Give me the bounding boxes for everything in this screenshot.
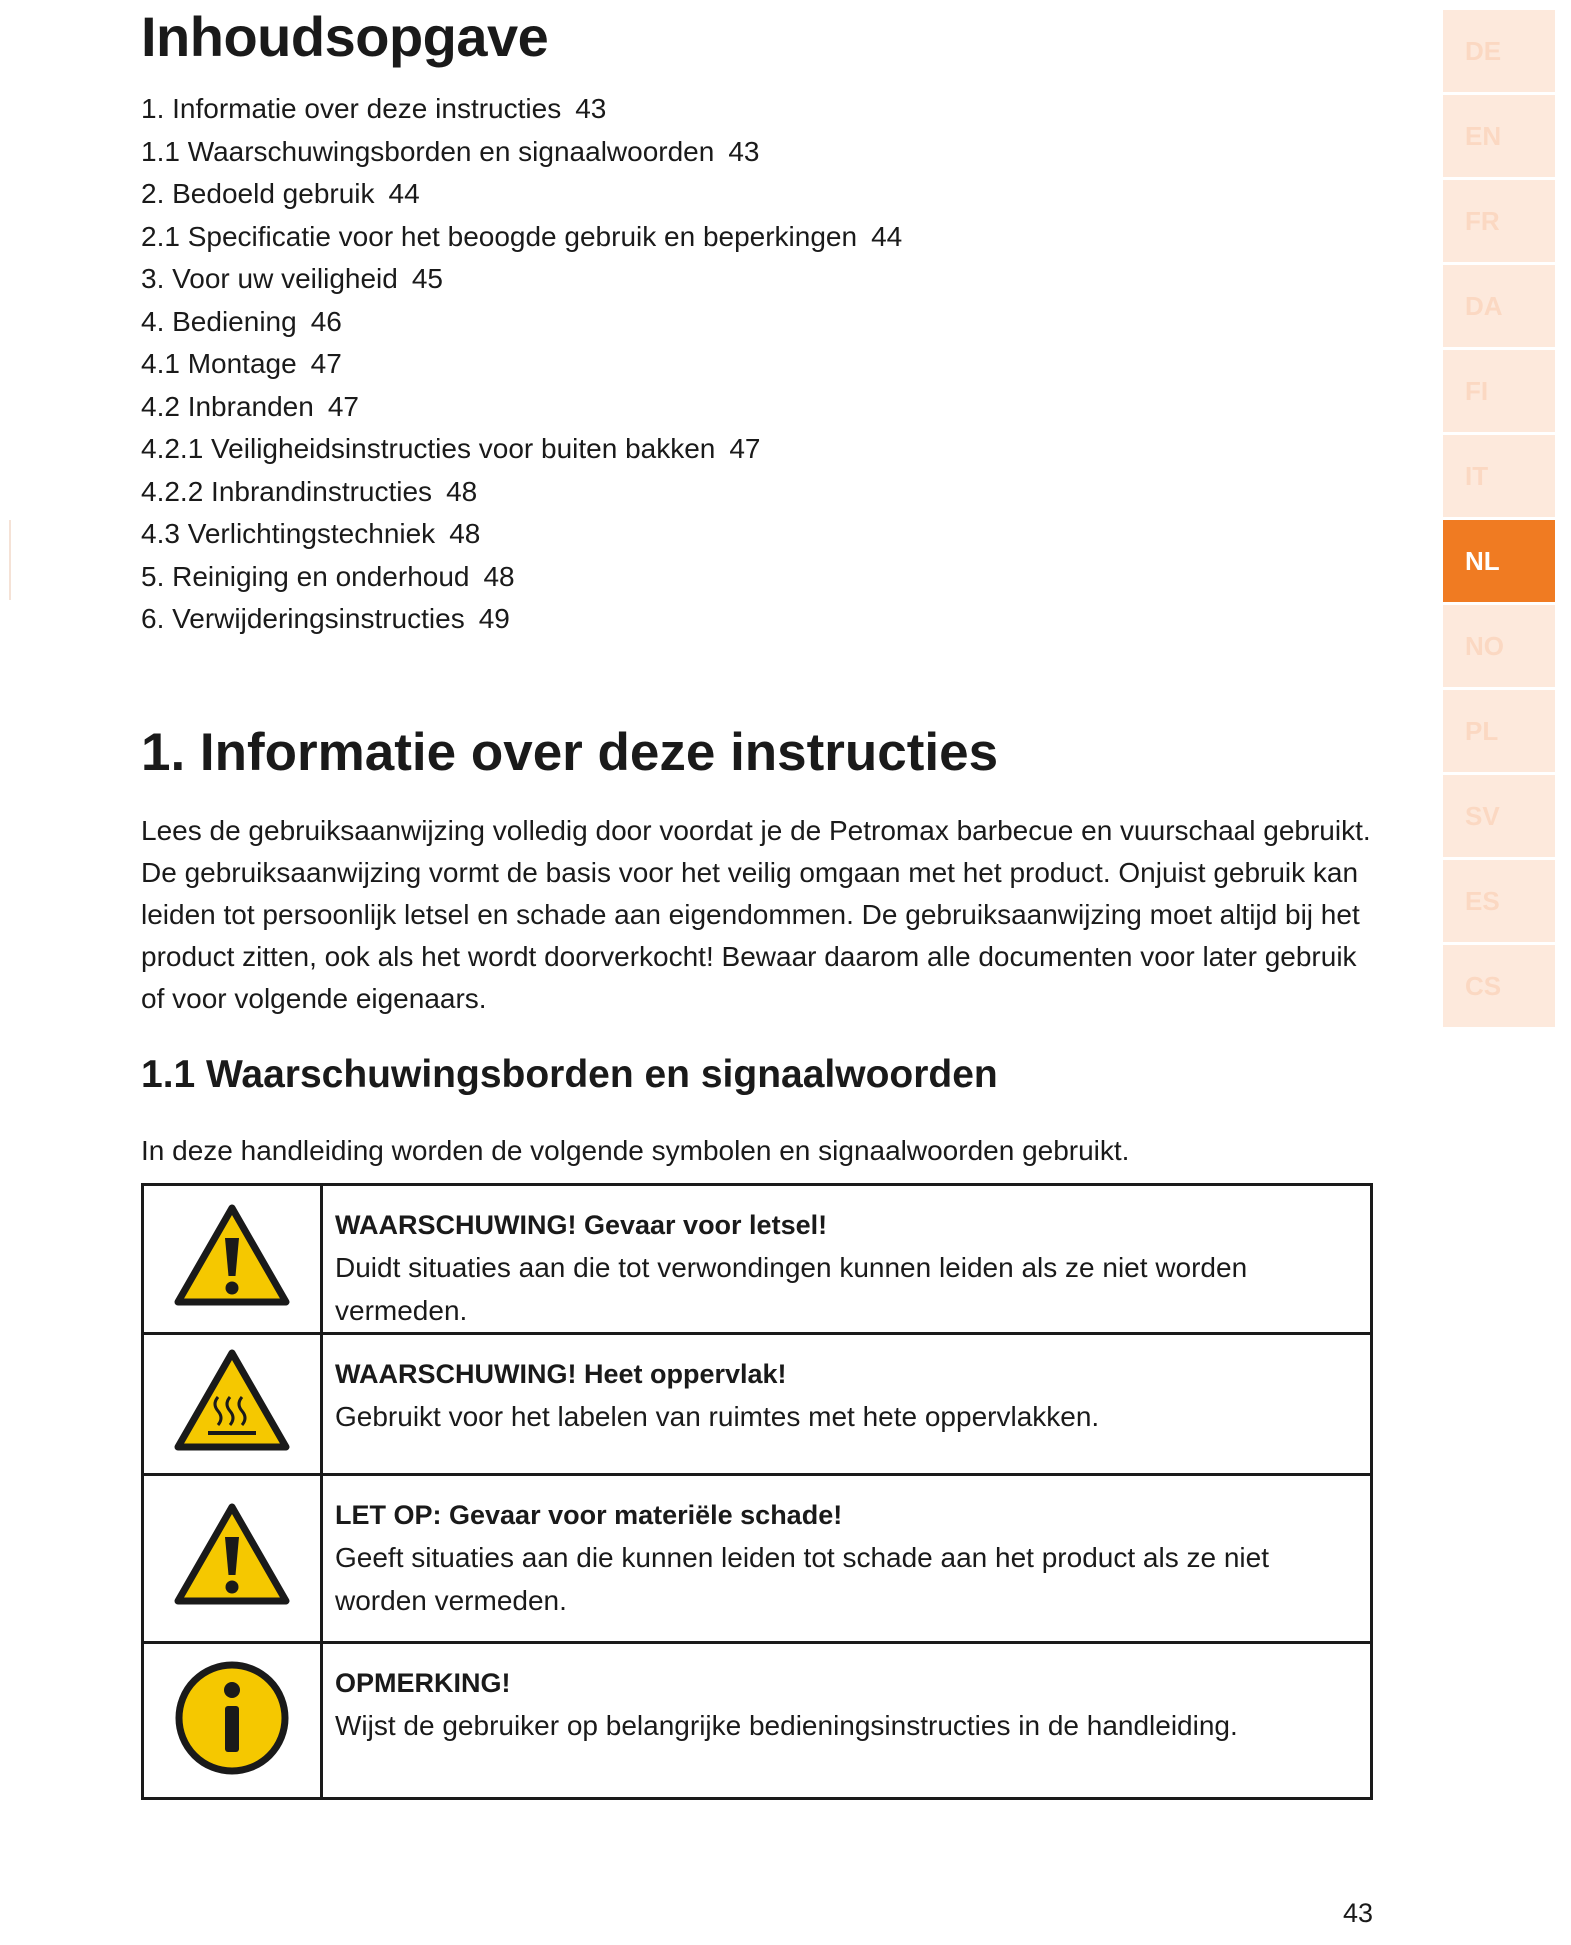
- signal-words-table: [141, 1183, 1373, 1800]
- table-of-contents: [141, 88, 902, 641]
- toc-entry-label: 4.1 Montage: [141, 348, 297, 379]
- toc-entry[interactable]: [141, 386, 902, 429]
- info-circle-icon: [172, 1658, 292, 1778]
- toc-entry[interactable]: [141, 301, 902, 344]
- page-edge-mark: [9, 520, 11, 600]
- language-tab-fr[interactable]: FR: [1443, 180, 1555, 262]
- language-tab-sv[interactable]: SV: [1443, 775, 1555, 857]
- text-cell: [322, 1643, 1372, 1799]
- table-row: [143, 1643, 1372, 1799]
- toc-entry-label: 3. Voor uw veiligheid: [141, 263, 398, 294]
- toc-entry-page: 47: [729, 433, 761, 464]
- sign-title: WAARSCHUWING! Gevaar voor letsel!: [335, 1210, 828, 1240]
- toc-entry-page: 47: [310, 348, 342, 379]
- sign-description: Wijst de gebruiker op belangrijke bedieningsinstructies in de handleiding.: [335, 1710, 1238, 1741]
- toc-entry-page: 46: [310, 305, 342, 337]
- toc-entry[interactable]: [141, 216, 902, 259]
- page-number: 43: [1343, 1898, 1374, 1928]
- text-cell: [322, 1185, 1372, 1334]
- toc-entry-label: 4.2.1 Veiligheidsinstructies voor buiten bakken: [141, 433, 716, 464]
- language-tab-es[interactable]: ES: [1443, 860, 1555, 942]
- toc-entry-page: 48: [449, 518, 481, 549]
- toc-entry-label: 4.2 Inbranden: [141, 390, 314, 422]
- sign-description: Duidt situaties aan die tot verwondingen kunnen leiden als ze niet worden vermeden.: [335, 1252, 1248, 1326]
- toc-entry-label: 4. Bediening: [141, 305, 297, 337]
- toc-entry-label: 4.3 Verlichtingstechniek: [141, 518, 436, 549]
- language-tab-fi[interactable]: FI: [1443, 350, 1555, 432]
- toc-entry-label: 2.1 Specificatie voor het beoogde gebruik en beperkingen: [141, 220, 858, 252]
- toc-entry-label: 1.1 Waarschuwingsborden en signaalwoorden: [141, 135, 715, 167]
- icon-cell: [143, 1185, 322, 1334]
- section-1-body: Lees de gebruiksaanwijzing volledig door voordat je de Petromax barbecue en vuurschaal gebruikt. De gebruiksaanwijzing vormt de basis voor het veilig omgaan met het product. Onjuist gebruik kan leiden tot persoonlijk letsel en schade aan eigendommen. De gebruiksaanwijzing moet altijd bij het product zitten, ook als het wordt doorverkocht! Bewaar daarom alle documenten voor later gebruik of voor volgende eigenaars.: [141, 815, 1371, 1014]
- icon-cell: [143, 1334, 322, 1475]
- section-1-heading: 1. Informatie over deze instructies: [141, 723, 999, 782]
- toc-entry[interactable]: [141, 131, 902, 174]
- toc-entry-page: 44: [388, 178, 420, 209]
- toc-entry-page: 47: [327, 390, 359, 422]
- toc-entry-label: 6. Verwijderingsinstructies: [141, 603, 465, 634]
- toc-entry-page: 48: [446, 475, 478, 507]
- language-tab-nl-active[interactable]: NL: [1443, 520, 1555, 602]
- table-row: [143, 1334, 1372, 1475]
- toc-entry[interactable]: [141, 173, 902, 216]
- toc-entry-page: 44: [871, 220, 903, 252]
- toc-entry[interactable]: [141, 598, 902, 641]
- language-tab-cs[interactable]: CS: [1443, 945, 1555, 1027]
- language-tab-en[interactable]: EN: [1443, 95, 1555, 177]
- toc-entry[interactable]: [141, 343, 902, 386]
- section-1-1-heading: 1.1 Waarschuwingsborden en signaalwoorden: [141, 1053, 998, 1096]
- toc-entry-label: 2. Bedoeld gebruik: [141, 178, 375, 209]
- sign-title: WAARSCHUWING! Heet oppervlak!: [335, 1359, 787, 1389]
- sign-description: Geeft situaties aan die kunnen leiden tot schade aan het product als ze niet worden vermeden.: [335, 1542, 1269, 1616]
- table-row: [143, 1185, 1372, 1334]
- toc-entry[interactable]: [141, 471, 902, 514]
- icon-cell: [143, 1475, 322, 1643]
- sign-description: Gebruikt voor het labelen van ruimtes met hete oppervlakken.: [335, 1401, 1100, 1432]
- text-cell: [322, 1475, 1372, 1643]
- toc-entry[interactable]: [141, 513, 902, 556]
- sign-title: LET OP: Gevaar voor materiële schade!: [335, 1500, 843, 1530]
- icon-cell: [143, 1643, 322, 1799]
- toc-entry-page: 43: [575, 93, 607, 124]
- toc-entry[interactable]: [141, 258, 902, 301]
- toc-entry[interactable]: [141, 428, 902, 471]
- language-tab-da[interactable]: DA: [1443, 265, 1555, 347]
- hot-surface-icon: [172, 1347, 292, 1457]
- language-tab-pl[interactable]: PL: [1443, 690, 1555, 772]
- language-sidebar: [1443, 10, 1555, 1030]
- toc-entry-label: 1. Informatie over deze instructies: [141, 93, 562, 124]
- language-tab-de[interactable]: DE: [1443, 10, 1555, 92]
- text-cell: [322, 1334, 1372, 1475]
- table-row: [143, 1475, 1372, 1643]
- section-1-1-lead: In deze handleiding worden de volgende symbolen en signaalwoorden gebruikt.: [141, 1135, 1130, 1166]
- toc-entry-page: 48: [483, 560, 515, 592]
- toc-entry[interactable]: [141, 556, 902, 599]
- toc-title: Inhoudsopgave: [141, 5, 549, 68]
- toc-entry[interactable]: [141, 88, 902, 131]
- sign-title: OPMERKING!: [335, 1668, 511, 1698]
- toc-entry-page: 45: [411, 263, 443, 294]
- language-tab-no[interactable]: NO: [1443, 605, 1555, 687]
- toc-entry-label: 4.2.2 Inbrandinstructies: [141, 475, 433, 507]
- caution-triangle-icon: [172, 1501, 292, 1611]
- language-tab-it[interactable]: IT: [1443, 435, 1555, 517]
- toc-entry-page: 43: [728, 135, 760, 167]
- warning-triangle-icon: [172, 1202, 292, 1312]
- toc-entry-page: 49: [478, 603, 510, 634]
- toc-entry-label: 5. Reiniging en onderhoud: [141, 560, 470, 592]
